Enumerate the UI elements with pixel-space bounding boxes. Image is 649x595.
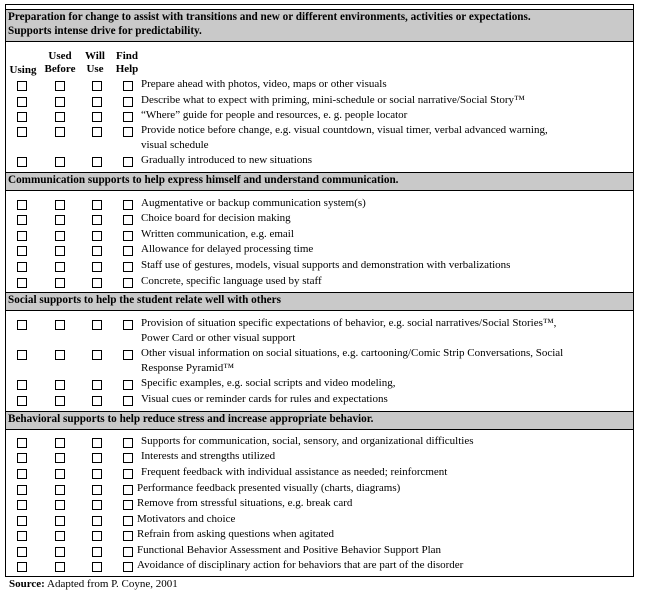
checkbox-using[interactable]	[17, 562, 27, 572]
checkbox-used-before[interactable]	[55, 278, 65, 288]
checkbox-using[interactable]	[17, 380, 27, 390]
item-text: Other visual information on social situations, e.g. cartooning/Comic Strip Conversations, Social	[141, 347, 564, 359]
checkbox-used-before[interactable]	[55, 215, 65, 225]
checkbox-find-help[interactable]	[123, 231, 133, 241]
checklist-item	[141, 123, 627, 153]
item-text: Motivators and choice	[137, 513, 236, 525]
checklist-item	[141, 465, 627, 480]
checkbox-used-before[interactable]	[55, 350, 65, 360]
col-header-label: Use	[86, 63, 104, 75]
item-text: Augmentative or backup communication system(s)	[141, 197, 366, 209]
section-heading-line: Supports intense drive for predictability.	[8, 25, 202, 37]
checklist-item	[141, 258, 627, 273]
item-text: Avoidance of disciplinary action for behaviors that are part of the disorder	[137, 559, 464, 571]
checklist-item	[141, 449, 627, 464]
item-text: Gradually introduced to new situations	[141, 154, 313, 166]
checklist-item	[141, 196, 627, 211]
item-text: Power Card or other visual support	[141, 332, 296, 344]
checkbox-find-help[interactable]	[123, 262, 133, 272]
checkbox-used-before[interactable]	[55, 500, 65, 510]
checkbox-will-use[interactable]	[92, 127, 102, 137]
checklist-item	[141, 434, 627, 449]
checkbox-find-help[interactable]	[123, 320, 133, 330]
checkbox-find-help[interactable]	[123, 127, 133, 137]
item-text: Supports for communication, social, sensory, and organizational difficulties	[141, 435, 474, 447]
col-header-label: Used	[48, 50, 72, 62]
col-header-label: Using	[9, 64, 37, 76]
checkbox-will-use[interactable]	[92, 453, 102, 463]
checkbox-used-before[interactable]	[55, 516, 65, 526]
checkbox-will-use[interactable]	[92, 320, 102, 330]
checkbox-using[interactable]	[17, 215, 27, 225]
checkbox-find-help[interactable]	[123, 380, 133, 390]
item-text: Performance feedback presented visually (charts, diagrams)	[137, 482, 401, 494]
checkbox-using[interactable]	[17, 262, 27, 272]
checkbox-using[interactable]	[17, 396, 27, 406]
col-header-label: Will	[85, 50, 105, 62]
item-text: Frequent feedback with individual assistance as needed; reinforcment	[141, 466, 448, 478]
source-text: Adapted from P. Coyne, 2001	[47, 578, 178, 590]
checkbox-using[interactable]	[17, 516, 27, 526]
section-heading-line: Behavioral supports to help reduce stress and increase appropriate behavior.	[8, 413, 374, 425]
checkbox-used-before[interactable]	[55, 231, 65, 241]
checkbox-using[interactable]	[17, 246, 27, 256]
checkbox-using[interactable]	[17, 320, 27, 330]
checkbox-using[interactable]	[17, 200, 27, 210]
checkbox-used-before[interactable]	[55, 127, 65, 137]
item-text: visual schedule	[141, 139, 209, 151]
item-text: “Where” guide for people and resources, e. g. people locator	[141, 109, 408, 121]
checkbox-will-use[interactable]	[92, 516, 102, 526]
checklist-item	[141, 242, 627, 257]
checklist-item	[137, 543, 623, 558]
checkbox-find-help[interactable]	[123, 200, 133, 210]
checklist-item	[141, 316, 627, 346]
checkbox-using[interactable]	[17, 81, 27, 91]
col-using-header	[8, 64, 38, 77]
checkbox-using[interactable]	[17, 531, 27, 541]
checklist-item	[141, 153, 627, 168]
checkbox-find-help[interactable]	[123, 516, 133, 526]
checkbox-will-use[interactable]	[92, 97, 102, 107]
checkbox-will-use[interactable]	[92, 500, 102, 510]
checkbox-used-before[interactable]	[55, 246, 65, 256]
checkbox-used-before[interactable]	[55, 396, 65, 406]
checkbox-find-help[interactable]	[123, 438, 133, 448]
item-text: Visual cues or reminder cards for rules and expectations	[141, 393, 388, 405]
item-text: Prepare ahead with photos, video, maps or other visuals	[141, 78, 387, 90]
checklist-item	[137, 481, 623, 496]
checkbox-find-help[interactable]	[123, 81, 133, 91]
item-text: Remove from stressful situations, e.g. break card	[137, 497, 353, 509]
col-header-label: Help	[115, 63, 139, 75]
checklist-item	[137, 512, 623, 527]
item-text: Provide notice before change, e.g. visual countdown, visual timer, verbal advanced warning,	[141, 124, 548, 136]
checkbox-find-help[interactable]	[123, 97, 133, 107]
checklist-item	[141, 227, 627, 242]
col-header-label: Find	[115, 50, 138, 62]
section-heading	[6, 9, 633, 42]
checklist-item	[141, 346, 627, 376]
checklist-item	[141, 211, 627, 226]
checkbox-find-help[interactable]	[123, 453, 133, 463]
checkbox-find-help[interactable]	[123, 469, 133, 479]
checkbox-used-before[interactable]	[55, 453, 65, 463]
item-text: Provision of situation specific expectations of behavior, e.g. social narratives/Social Stories™,	[141, 317, 557, 329]
checkbox-find-help[interactable]	[123, 500, 133, 510]
checkbox-will-use[interactable]	[92, 547, 102, 557]
checkbox-will-use[interactable]	[92, 200, 102, 210]
checkbox-find-help[interactable]	[123, 278, 133, 288]
checkbox-used-before[interactable]	[55, 81, 65, 91]
checkbox-find-help[interactable]	[123, 547, 133, 557]
source-label: Source:	[9, 578, 45, 590]
checklist-item	[137, 558, 623, 573]
checkbox-using[interactable]	[17, 438, 27, 448]
checkbox-find-help[interactable]	[123, 112, 133, 122]
checkbox-used-before[interactable]	[55, 380, 65, 390]
checkbox-will-use[interactable]	[92, 81, 102, 91]
col-find-help-header	[112, 50, 142, 76]
checkbox-find-help[interactable]	[123, 215, 133, 225]
col-will-use-header	[82, 50, 108, 76]
checkbox-using[interactable]	[17, 97, 27, 107]
source-note	[9, 578, 178, 590]
checkbox-using[interactable]	[17, 485, 27, 495]
checkbox-will-use[interactable]	[92, 215, 102, 225]
item-text: Response Pyramid™	[141, 362, 234, 374]
checkbox-used-before[interactable]	[55, 531, 65, 541]
item-text: Refrain from asking questions when agitated	[137, 528, 335, 540]
section-heading	[6, 292, 633, 311]
item-text: Describe what to expect with priming, mini-schedule or social narrative/Social Story™	[141, 94, 525, 106]
checklist-item	[141, 274, 627, 289]
checkbox-using[interactable]	[17, 231, 27, 241]
checkbox-will-use[interactable]	[92, 278, 102, 288]
col-used-before-header	[42, 50, 78, 76]
checkbox-using[interactable]	[17, 500, 27, 510]
item-text: Functional Behavior Assessment and Positive Behavior Support Plan	[137, 544, 442, 556]
item-text: Specific examples, e.g. social scripts and video modeling,	[141, 377, 396, 389]
checkbox-will-use[interactable]	[92, 231, 102, 241]
checkbox-using[interactable]	[17, 157, 27, 167]
section-heading	[6, 411, 633, 430]
checkbox-used-before[interactable]	[55, 200, 65, 210]
checklist-item	[141, 93, 627, 108]
checkbox-find-help[interactable]	[123, 485, 133, 495]
section-heading	[6, 172, 633, 191]
section-heading-line: Communication supports to help express himself and understand communication.	[8, 174, 399, 186]
item-text: Interests and strengths utilized	[141, 450, 276, 462]
checkbox-will-use[interactable]	[92, 485, 102, 495]
checkbox-using[interactable]	[17, 453, 27, 463]
checklist-item	[137, 527, 623, 542]
checkbox-used-before[interactable]	[55, 547, 65, 557]
checkbox-will-use[interactable]	[92, 246, 102, 256]
checkbox-using[interactable]	[17, 278, 27, 288]
section-heading-line: Preparation for change to assist with transitions and new or different environments, activities or expectations.	[8, 11, 531, 23]
checkbox-will-use[interactable]	[92, 438, 102, 448]
checkbox-find-help[interactable]	[123, 350, 133, 360]
checkbox-will-use[interactable]	[92, 262, 102, 272]
checkbox-used-before[interactable]	[55, 562, 65, 572]
checklist-item	[137, 496, 623, 511]
checkbox-find-help[interactable]	[123, 396, 133, 406]
checklist-item	[141, 392, 627, 407]
checkbox-will-use[interactable]	[92, 350, 102, 360]
checkbox-will-use[interactable]	[92, 396, 102, 406]
checkbox-used-before[interactable]	[55, 112, 65, 122]
checkbox-used-before[interactable]	[55, 157, 65, 167]
checkbox-using[interactable]	[17, 350, 27, 360]
checkbox-used-before[interactable]	[55, 320, 65, 330]
checkbox-will-use[interactable]	[92, 157, 102, 167]
item-text: Written communication, e.g. email	[141, 228, 294, 240]
checkbox-will-use[interactable]	[92, 531, 102, 541]
checkbox-using[interactable]	[17, 112, 27, 122]
checkbox-will-use[interactable]	[92, 469, 102, 479]
checkbox-used-before[interactable]	[55, 262, 65, 272]
checkbox-using[interactable]	[17, 469, 27, 479]
section-heading-line: Social supports to help the student relate well with others	[8, 294, 281, 306]
checklist-item	[141, 108, 627, 123]
checkbox-find-help[interactable]	[123, 246, 133, 256]
checkbox-used-before[interactable]	[55, 485, 65, 495]
checkbox-find-help[interactable]	[123, 531, 133, 541]
checkbox-find-help[interactable]	[123, 157, 133, 167]
checkbox-will-use[interactable]	[92, 380, 102, 390]
checkbox-using[interactable]	[17, 127, 27, 137]
item-text: Concrete, specific language used by staff	[141, 275, 322, 287]
checkbox-will-use[interactable]	[92, 562, 102, 572]
checkbox-used-before[interactable]	[55, 469, 65, 479]
checkbox-using[interactable]	[17, 547, 27, 557]
checkbox-used-before[interactable]	[55, 97, 65, 107]
checkbox-find-help[interactable]	[123, 562, 133, 572]
item-text: Choice board for decision making	[141, 212, 291, 224]
checklist-item	[141, 376, 627, 391]
checkbox-used-before[interactable]	[55, 438, 65, 448]
col-header-label: Before	[44, 63, 76, 75]
item-text: Staff use of gestures, models, visual supports and demonstration with verbalizations	[141, 259, 511, 271]
checklist-item	[141, 77, 627, 92]
checkbox-will-use[interactable]	[92, 112, 102, 122]
item-text: Allowance for delayed processing time	[141, 243, 314, 255]
